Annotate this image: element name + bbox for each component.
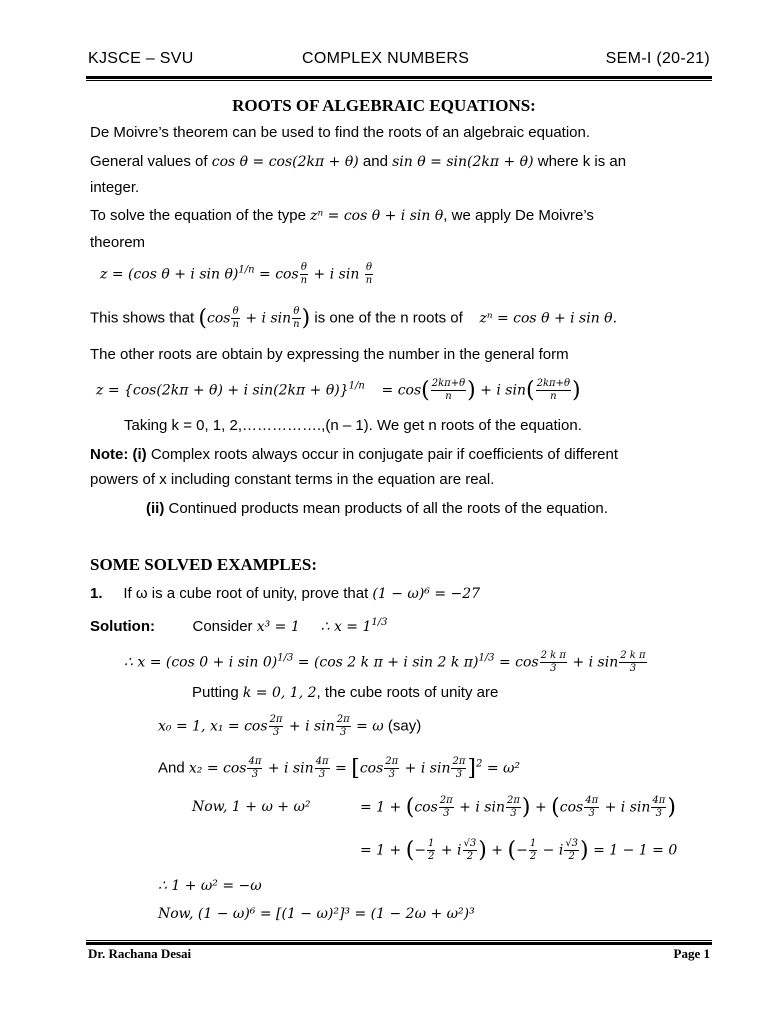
- paragraph-shows: This shows that (cos $\frac{\theta}{n}$ + i sin $\frac{\theta}{n}$ ) is one of the n roots of zⁿ = cos θ + i sin θ.: [90, 306, 618, 331]
- note-i-cont: powers of x including constant terms in the equation are real.: [90, 471, 495, 488]
- putting-k-line: Putting k = 0, 1, 2, the cube roots of unity are: [192, 684, 499, 701]
- paragraph-general-values: General values of cos θ = cos(2kπ + θ) and sin θ = sin(2kπ + θ) where k is an: [90, 153, 627, 170]
- equation-sum-zero: = 1 + (− $\frac{1}{2}$ + i $\frac{√3}{2}$ ) + (− $\frac{1}{2}$ − i $\frac{√3}{2}$ ) = 1 − 1 = 0: [360, 838, 678, 863]
- equation-de-moivre: z = (cos θ + i sin θ)$^{1/n}$ = cos $\frac{\theta}{n}$ + i sin $\frac{\theta}{n}$: [100, 262, 373, 286]
- fraction-theta-n: $\frac{\theta}{n}$: [300, 262, 308, 286]
- paragraph-general-form: The other roots are obtain by expressing the number in the general form: [90, 346, 569, 363]
- footer-rule-thick: [86, 942, 712, 945]
- fraction-theta-n: $\frac{\theta}{n}$: [365, 262, 373, 286]
- paragraph-taking-k: Taking k = 0, 1, 2,…………….,(n – 1). We get n roots of the equation.: [124, 417, 582, 434]
- solution-line: Solution: Consider x³ = 1 ∴ $x = 1^{1/3}$: [90, 617, 388, 635]
- header-rule: [86, 76, 712, 79]
- equation-sum-roots-rhs: = 1 + (cos $\frac{2\pi}{3}$ + i sin $\frac{2\pi}{3}$ ) + (cos $\frac{4\pi}{3}$ + i sin $\frac{4\pi}{3}$ ): [360, 795, 676, 820]
- equation-now-power: Now, (1 − ω)⁶ = [(1 − ω)²]³ = (1 − 2ω + ω²)³: [158, 906, 475, 922]
- footer-page-number: Page 1: [673, 946, 710, 961]
- paragraph-solve: To solve the equation of the type zⁿ = cos θ + i sin θ, we apply De Moivre’s: [90, 207, 594, 224]
- equation-cube-root: ∴ x = (cos 0 + i sin 0)$^{1/3}$ = (cos 2 k π + i sin 2 k π)$^{1/3}$ = cos $\frac{\text{2 k π}}{3}$ + i sin $\frac{\text{2 k π}}{3}$: [124, 650, 646, 674]
- note-i: Note: (i) Complex roots always occur in conjugate pair if coefficients of different: [90, 446, 619, 463]
- footer-author: Dr. Rachana Desai: [88, 946, 192, 961]
- page-header: [88, 50, 710, 76]
- page-title: ROOTS OF ALGEBRAIC EQUATIONS:: [232, 96, 536, 115]
- header-left: KJSCE – SVU: [88, 50, 194, 67]
- header-rule-thin: [86, 80, 712, 81]
- equation-x0-x1: x₀ = 1, x₁ = cos $\frac{2\pi}{3}$ + i sin $\frac{2\pi}{3}$ = ω (say): [158, 714, 422, 738]
- section-heading: SOME SOLVED EXAMPLES:: [90, 555, 318, 574]
- paragraph-theorem: theorem: [90, 234, 146, 251]
- footer-rule: [86, 940, 712, 941]
- example-1: 1. If ω is a cube root of unity, prove that (1 − ω)⁶ = −27: [90, 585, 481, 602]
- equation-omega-relation: ∴ 1 + ω² = −ω: [158, 878, 262, 894]
- paragraph-integer: integer.: [90, 179, 140, 196]
- equation-sum-roots: Now, 1 + ω + ω²: [192, 799, 311, 815]
- header-center: COMPLEX NUMBERS: [302, 50, 470, 67]
- note-ii: (ii) Continued products mean products of all the roots of the equation.: [146, 500, 608, 517]
- paragraph-intro: De Moivre’s theorem can be used to find the roots of an algebraic equation.: [90, 124, 591, 141]
- equation-general-root: z = {cos(2kπ + θ) + i sin(2kπ + θ)}$^{1/n}$ = cos( $\frac{2k\pi+\theta}{n}$ ) + i sin( $\frac{2k\pi+\theta}{n}$ ): [96, 378, 581, 403]
- header-right: SEM-I (20-21): [605, 50, 710, 67]
- equation-x2: And x₂ = cos $\frac{4\pi}{3}$ + i sin $\frac{4\pi}{3}$ = [cos $\frac{2\pi}{3}$ + i sin $\frac{2\pi}{3}$ ]$^2$ = ω²: [158, 756, 521, 781]
